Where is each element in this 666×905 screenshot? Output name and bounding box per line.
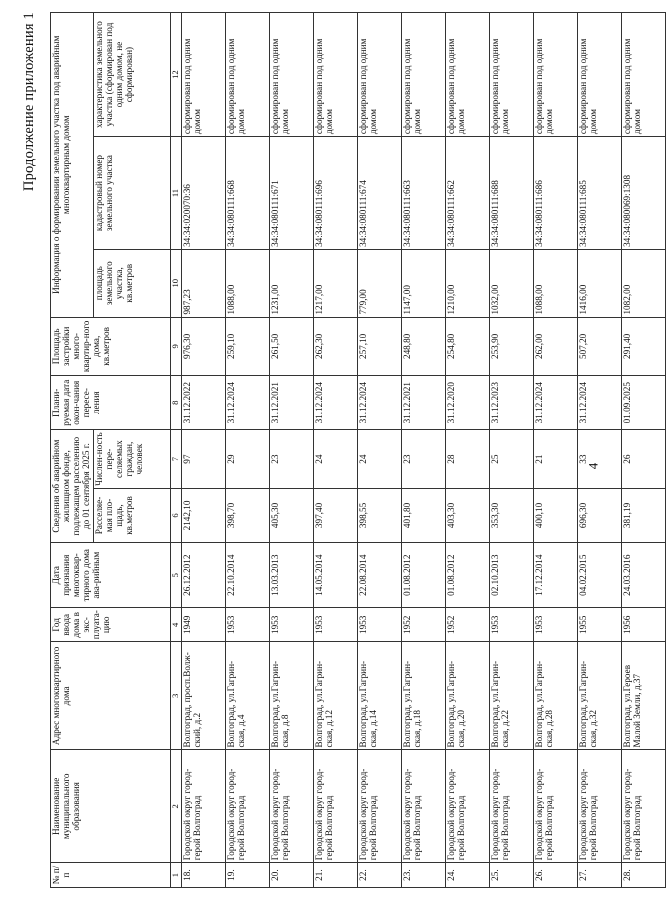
address-cell: Волгоград, ул.Гагрин-ская, д.18 xyxy=(401,642,445,750)
municipality-cell: Городской округ город-герой Волгоград xyxy=(269,750,313,863)
cadastral-number-cell: 34:34:080111:668 xyxy=(225,137,269,250)
year-cell: 1953 xyxy=(489,608,533,642)
land-characteristic-cell: сформирован под одним домом xyxy=(533,13,577,137)
land-area-cell: 1231,00 xyxy=(269,249,313,317)
built-area-cell: 507,20 xyxy=(577,317,621,376)
people-count-cell: 23 xyxy=(269,430,313,489)
land-characteristic-cell: сформирован под одним домом xyxy=(445,13,489,137)
planned-date-cell: 31.12.2021 xyxy=(401,376,445,430)
people-count-cell: 21 xyxy=(533,430,577,489)
address-cell: Волгоград, ул.Гагрин-ская, д.8 xyxy=(269,642,313,750)
land-area-cell: 1082,00 xyxy=(621,249,665,317)
planned-date-cell: 31.12.2022 xyxy=(181,376,225,430)
planned-date-cell: 31.12.2023 xyxy=(489,376,533,430)
land-characteristic-cell: сформирован под одним домом xyxy=(181,13,225,137)
row-number: 21. xyxy=(313,863,357,888)
planned-date-cell: 01.09.2025 xyxy=(621,376,665,430)
people-count-cell: 28 xyxy=(445,430,489,489)
resettled-area-cell: 398,70 xyxy=(225,488,269,542)
built-area-cell: 257,10 xyxy=(357,317,401,376)
address-cell: Волгоград, ул.Гагрин-ская, д.20 xyxy=(445,642,489,750)
table-row xyxy=(225,13,269,888)
emergency-date-cell: 13.03.2013 xyxy=(269,543,313,608)
people-count-cell: 29 xyxy=(225,430,269,489)
emergency-date-cell: 04.02.2015 xyxy=(577,543,621,608)
year-cell: 1953 xyxy=(357,608,401,642)
people-count-cell: 25 xyxy=(489,430,533,489)
column-number: 8 xyxy=(170,376,181,430)
address-cell: Волгоград, ул.Гагрин-ская, д.4 xyxy=(225,642,269,750)
header-cadastral: кадастровый номер земельного участка xyxy=(93,137,170,250)
land-area-cell: 779,00 xyxy=(357,249,401,317)
row-number: 19. xyxy=(225,863,269,888)
cadastral-number-cell: 34:34:080111:674 xyxy=(357,137,401,250)
municipality-cell: Городской округ город-герой Волгоград xyxy=(225,750,269,863)
cadastral-number-cell: 34:34:080111:685 xyxy=(577,137,621,250)
header-plan-date: Плани-руемая дата окон-чания пересе-ления xyxy=(51,376,171,430)
emergency-date-cell: 01.08.2012 xyxy=(445,543,489,608)
land-characteristic-cell: сформирован под одним домом xyxy=(577,13,621,137)
column-numbers-row xyxy=(170,13,181,888)
column-number: 9 xyxy=(170,317,181,376)
row-number: 23. xyxy=(401,863,445,888)
municipality-cell: Городской округ город-герой Волгоград xyxy=(357,750,401,863)
address-cell: Волгоград, ул.Гагрин-ская, д.14 xyxy=(357,642,401,750)
municipality-cell: Городской округ город-герой Волгоград xyxy=(621,750,665,863)
cadastral-number-cell: 34:34:020070:36 xyxy=(181,137,225,250)
land-area-cell: 1416,00 xyxy=(577,249,621,317)
people-count-cell: 26 xyxy=(621,430,665,489)
year-cell: 1952 xyxy=(401,608,445,642)
cadastral-number-cell: 34:34:080111:696 xyxy=(313,137,357,250)
header-land-area: площадь земельного участка, кв.метров xyxy=(93,249,170,317)
resettled-area-cell: 353,30 xyxy=(489,488,533,542)
resettled-area-cell: 401,80 xyxy=(401,488,445,542)
table-row xyxy=(577,13,621,888)
table-row xyxy=(533,13,577,888)
cadastral-number-cell: 34:34:080111:686 xyxy=(533,137,577,250)
year-cell: 1949 xyxy=(181,608,225,642)
header-built-area: Площадь застройки много-квартир-ного дома, кв.метров xyxy=(51,317,171,376)
column-number: 11 xyxy=(170,137,181,250)
land-characteristic-cell: сформирован под одним домом xyxy=(357,13,401,137)
cadastral-number-cell: 34:34:080111:663 xyxy=(401,137,445,250)
table-row xyxy=(269,13,313,888)
row-number: 24. xyxy=(445,863,489,888)
municipality-cell: Городской округ город-герой Волгоград xyxy=(489,750,533,863)
table-row xyxy=(313,13,357,888)
land-area-cell: 1217,00 xyxy=(313,249,357,317)
column-number: 6 xyxy=(170,488,181,542)
column-number: 3 xyxy=(170,642,181,750)
header-num: № п/п xyxy=(51,863,171,888)
table-body xyxy=(181,13,665,888)
table-row xyxy=(401,13,445,888)
column-number: 10 xyxy=(170,249,181,317)
emergency-date-cell: 02.10.2013 xyxy=(489,543,533,608)
emergency-date-cell: 17.12.2014 xyxy=(533,543,577,608)
header-date: Дата признания многоквар-тирного дома ава-рийным xyxy=(51,543,171,608)
address-cell: Волгоград, ул.Гагрин-ская, д.12 xyxy=(313,642,357,750)
emergency-date-cell: 01.08.2012 xyxy=(401,543,445,608)
people-count-cell: 97 xyxy=(181,430,225,489)
year-cell: 1952 xyxy=(445,608,489,642)
land-area-cell: 1032,00 xyxy=(489,249,533,317)
resettled-area-cell: 398,55 xyxy=(357,488,401,542)
resettled-area-cell: 397,40 xyxy=(313,488,357,542)
municipality-cell: Городской округ город-герой Волгоград xyxy=(181,750,225,863)
year-cell: 1953 xyxy=(313,608,357,642)
resettled-area-cell: 696,30 xyxy=(577,488,621,542)
row-number: 22. xyxy=(357,863,401,888)
emergency-date-cell: 14.05.2014 xyxy=(313,543,357,608)
header-group-land: Информация о формировании земельного участка под аварийным многоквартирным домом xyxy=(51,13,94,318)
emergency-date-cell: 22.10.2014 xyxy=(225,543,269,608)
land-characteristic-cell: сформирован под одним домом xyxy=(269,13,313,137)
address-cell: Волгоград, ул.Гагрин-ская, д.32 xyxy=(577,642,621,750)
column-number: 1 xyxy=(170,863,181,888)
cadastral-number-cell: 34:34:080111:688 xyxy=(489,137,533,250)
resettled-area-cell: 2142,10 xyxy=(181,488,225,542)
cadastral-number-cell: 34:34:080111:671 xyxy=(269,137,313,250)
built-area-cell: 259,10 xyxy=(225,317,269,376)
header-characteristic: характеристика земельного участка (сформирован под одним домом, не сформирован) xyxy=(93,13,170,137)
planned-date-cell: 31.12.2024 xyxy=(313,376,357,430)
header-year: Год ввода дома в экс-плуата-цию xyxy=(51,608,171,642)
housing-table xyxy=(50,12,666,888)
planned-date-cell: 31.12.2024 xyxy=(533,376,577,430)
column-number: 2 xyxy=(170,750,181,863)
column-number: 12 xyxy=(170,13,181,137)
land-area-cell: 1210,00 xyxy=(445,249,489,317)
people-count-cell: 33 xyxy=(577,430,621,489)
resettled-area-cell: 403,30 xyxy=(445,488,489,542)
year-cell: 1955 xyxy=(577,608,621,642)
land-area-cell: 1088,00 xyxy=(225,249,269,317)
resettled-area-cell: 381,19 xyxy=(621,488,665,542)
people-count-cell: 24 xyxy=(357,430,401,489)
column-number: 7 xyxy=(170,430,181,489)
rotated-sheet xyxy=(20,10,642,888)
cadastral-number-cell: 34:34:080069:1308 xyxy=(621,137,665,250)
built-area-cell: 253,90 xyxy=(489,317,533,376)
table-row xyxy=(621,13,665,888)
header-people: Числен-ность пере-селяемых граждан, человек xyxy=(93,430,170,489)
row-number: 18. xyxy=(181,863,225,888)
emergency-date-cell: 22.08.2014 xyxy=(357,543,401,608)
continuation-title: Продолжение приложения 1 xyxy=(21,12,37,192)
emergency-date-cell: 26.12.2012 xyxy=(181,543,225,608)
built-area-cell: 262,30 xyxy=(313,317,357,376)
emergency-date-cell: 24.03.2016 xyxy=(621,543,665,608)
resettled-area-cell: 400,10 xyxy=(533,488,577,542)
built-area-cell: 976,30 xyxy=(181,317,225,376)
address-cell: Волгоград, просп.Волж-ский, д.2 xyxy=(181,642,225,750)
table-row xyxy=(357,13,401,888)
page-number: 4 xyxy=(585,462,601,470)
municipality-cell: Городской округ город-герой Волгоград xyxy=(445,750,489,863)
planned-date-cell: 31.12.2020 xyxy=(445,376,489,430)
column-number: 4 xyxy=(170,608,181,642)
planned-date-cell: 31.12.2024 xyxy=(357,376,401,430)
year-cell: 1953 xyxy=(225,608,269,642)
row-number: 25. xyxy=(489,863,533,888)
built-area-cell: 262,00 xyxy=(533,317,577,376)
column-number: 5 xyxy=(170,543,181,608)
table-row xyxy=(181,13,225,888)
year-cell: 1953 xyxy=(269,608,313,642)
municipality-cell: Городской округ город-герой Волгоград xyxy=(577,750,621,863)
address-cell: Волгоград, ул.Героев Малой Земли, д.37 xyxy=(621,642,665,750)
people-count-cell: 24 xyxy=(313,430,357,489)
land-characteristic-cell: сформирован под одним домом xyxy=(401,13,445,137)
row-number: 28. xyxy=(621,863,665,888)
people-count-cell: 23 xyxy=(401,430,445,489)
municipality-cell: Городской округ город-герой Волгоград xyxy=(313,750,357,863)
planned-date-cell: 31.12.2024 xyxy=(225,376,269,430)
land-characteristic-cell: сформирован под одним домом xyxy=(489,13,533,137)
land-characteristic-cell: сформирован под одним домом xyxy=(225,13,269,137)
land-area-cell: 987,23 xyxy=(181,249,225,317)
table-row xyxy=(445,13,489,888)
built-area-cell: 248,80 xyxy=(401,317,445,376)
row-number: 26. xyxy=(533,863,577,888)
land-area-cell: 1147,00 xyxy=(401,249,445,317)
built-area-cell: 254,80 xyxy=(445,317,489,376)
planned-date-cell: 31.12.2021 xyxy=(269,376,313,430)
land-characteristic-cell: сформирован под одним домом xyxy=(313,13,357,137)
year-cell: 1956 xyxy=(621,608,665,642)
address-cell: Волгоград, ул.Гагрин-ская, д.22 xyxy=(489,642,533,750)
row-number: 20. xyxy=(269,863,313,888)
table-row xyxy=(489,13,533,888)
resettled-area-cell: 405,30 xyxy=(269,488,313,542)
address-cell: Волгоград, ул.Гагрин-ская, д.28 xyxy=(533,642,577,750)
municipality-cell: Городской округ город-герой Волгоград xyxy=(401,750,445,863)
header-group-emergency: Сведения об аварийном жилищном фонде, подлежащем расселению до 01 сентября 2025 г. xyxy=(51,430,94,543)
built-area-cell: 261,50 xyxy=(269,317,313,376)
row-number: 27. xyxy=(577,863,621,888)
land-characteristic-cell: сформирован под одним домом xyxy=(621,13,665,137)
built-area-cell: 291,40 xyxy=(621,317,665,376)
land-area-cell: 1088,00 xyxy=(533,249,577,317)
municipality-cell: Городской округ город-герой Волгоград xyxy=(533,750,577,863)
cadastral-number-cell: 34:34:080111:662 xyxy=(445,137,489,250)
year-cell: 1953 xyxy=(533,608,577,642)
header-area: Расселяе-мая пло-щадь, кв.метров xyxy=(93,488,170,542)
header-address: Адрес многоквартирного дома xyxy=(51,642,171,750)
header-municipality: Наименование муниципального образования xyxy=(51,750,171,863)
planned-date-cell: 31.12.2024 xyxy=(577,376,621,430)
